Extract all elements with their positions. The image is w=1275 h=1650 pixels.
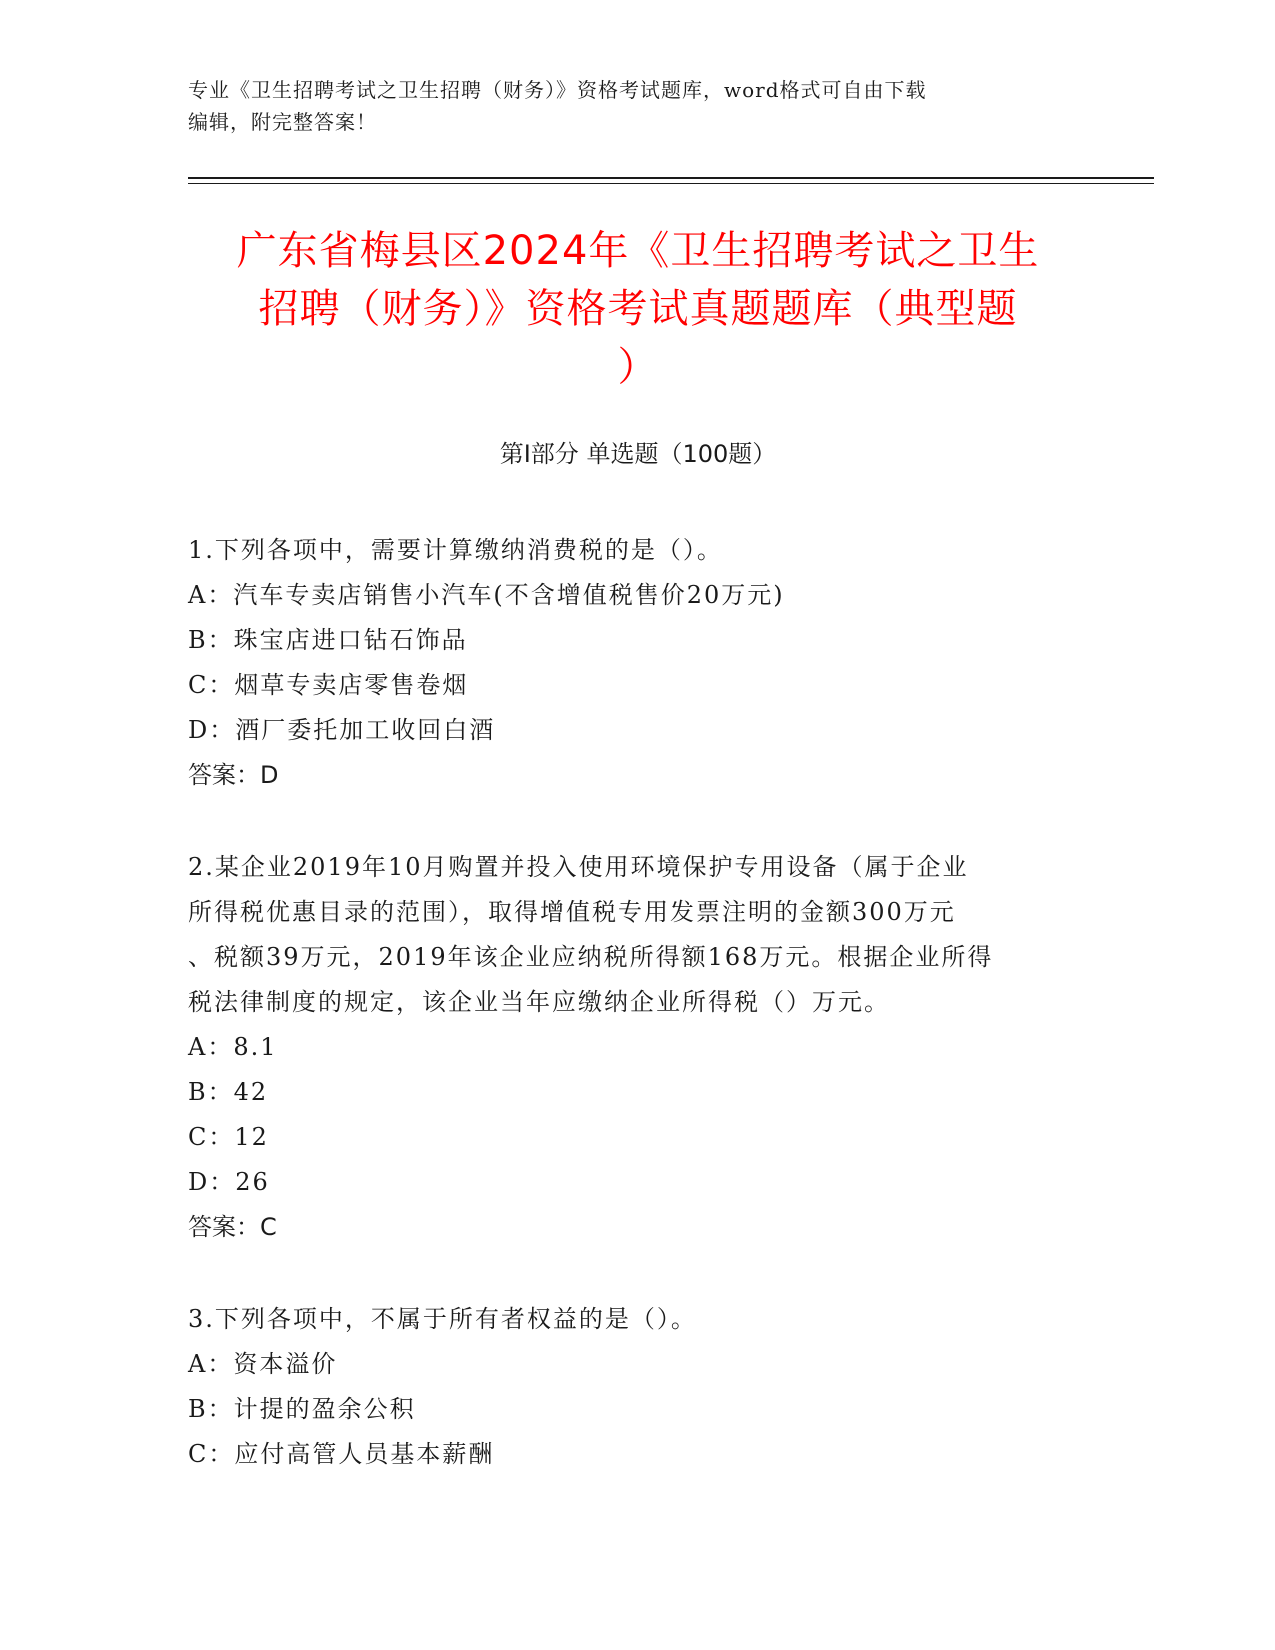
option-a: A：汽车专卖店销售小汽车(不含增值税售价20万元) [188,581,785,609]
answer: 答案：C [188,1213,277,1241]
option-b: B：计提的盈余公积 [188,1395,416,1423]
header-note-line: 编辑，附完整答案！ [188,110,377,134]
title-line: 广东省梅县区2024年《卫生招聘考试之卫生 [236,228,1040,274]
section-title: 第Ⅰ部分 单选题（100题） [499,440,777,468]
header-divider-thin [188,183,1154,184]
question-1 [188,528,1088,798]
answer: 答案：D [188,761,279,789]
header-note-line: 专业《卫生招聘考试之卫生招聘（财务）》资格考试题库，word格式可自由下载 [188,78,927,102]
title-line: 招聘（财务）》资格考试真题题库（典型题 [258,286,1018,332]
header-divider-thick [188,177,1154,179]
document-title [188,222,1088,396]
option-d: D：酒厂委托加工收回白酒 [188,716,496,744]
question-stem-line: 、税额39万元，2019年该企业应纳税所得额168万元。根据企业所得 [188,943,994,971]
header-note [188,74,1088,138]
question-stem-line: 2.某企业2019年10月购置并投入使用环境保护专用设备（属于企业 [188,853,969,881]
question-stem: 3.下列各项中，不属于所有者权益的是（）。 [188,1305,697,1333]
option-c: C：烟草专卖店零售卷烟 [188,671,469,699]
option-a: A：资本溢价 [188,1350,338,1378]
option-b: B：42 [188,1078,269,1106]
option-d: D：26 [188,1168,270,1196]
question-list [188,528,1088,1524]
title-line: ） [617,344,659,390]
option-c: C：12 [188,1123,269,1151]
question-3 [188,1297,1088,1477]
option-a: A：8.1 [188,1033,278,1061]
question-2 [188,845,1088,1250]
question-stem-line: 所得税优惠目录的范围），取得增值税专用发票注明的金额300万元 [188,898,956,926]
question-stem: 1.下列各项中，需要计算缴纳消费税的是（）。 [188,536,723,564]
option-b: B：珠宝店进口钻石饰品 [188,626,468,654]
option-c: C：应付高管人员基本薪酬 [188,1440,495,1468]
question-stem-line: 税法律制度的规定，该企业当年应缴纳企业所得税（）万元。 [188,988,890,1016]
